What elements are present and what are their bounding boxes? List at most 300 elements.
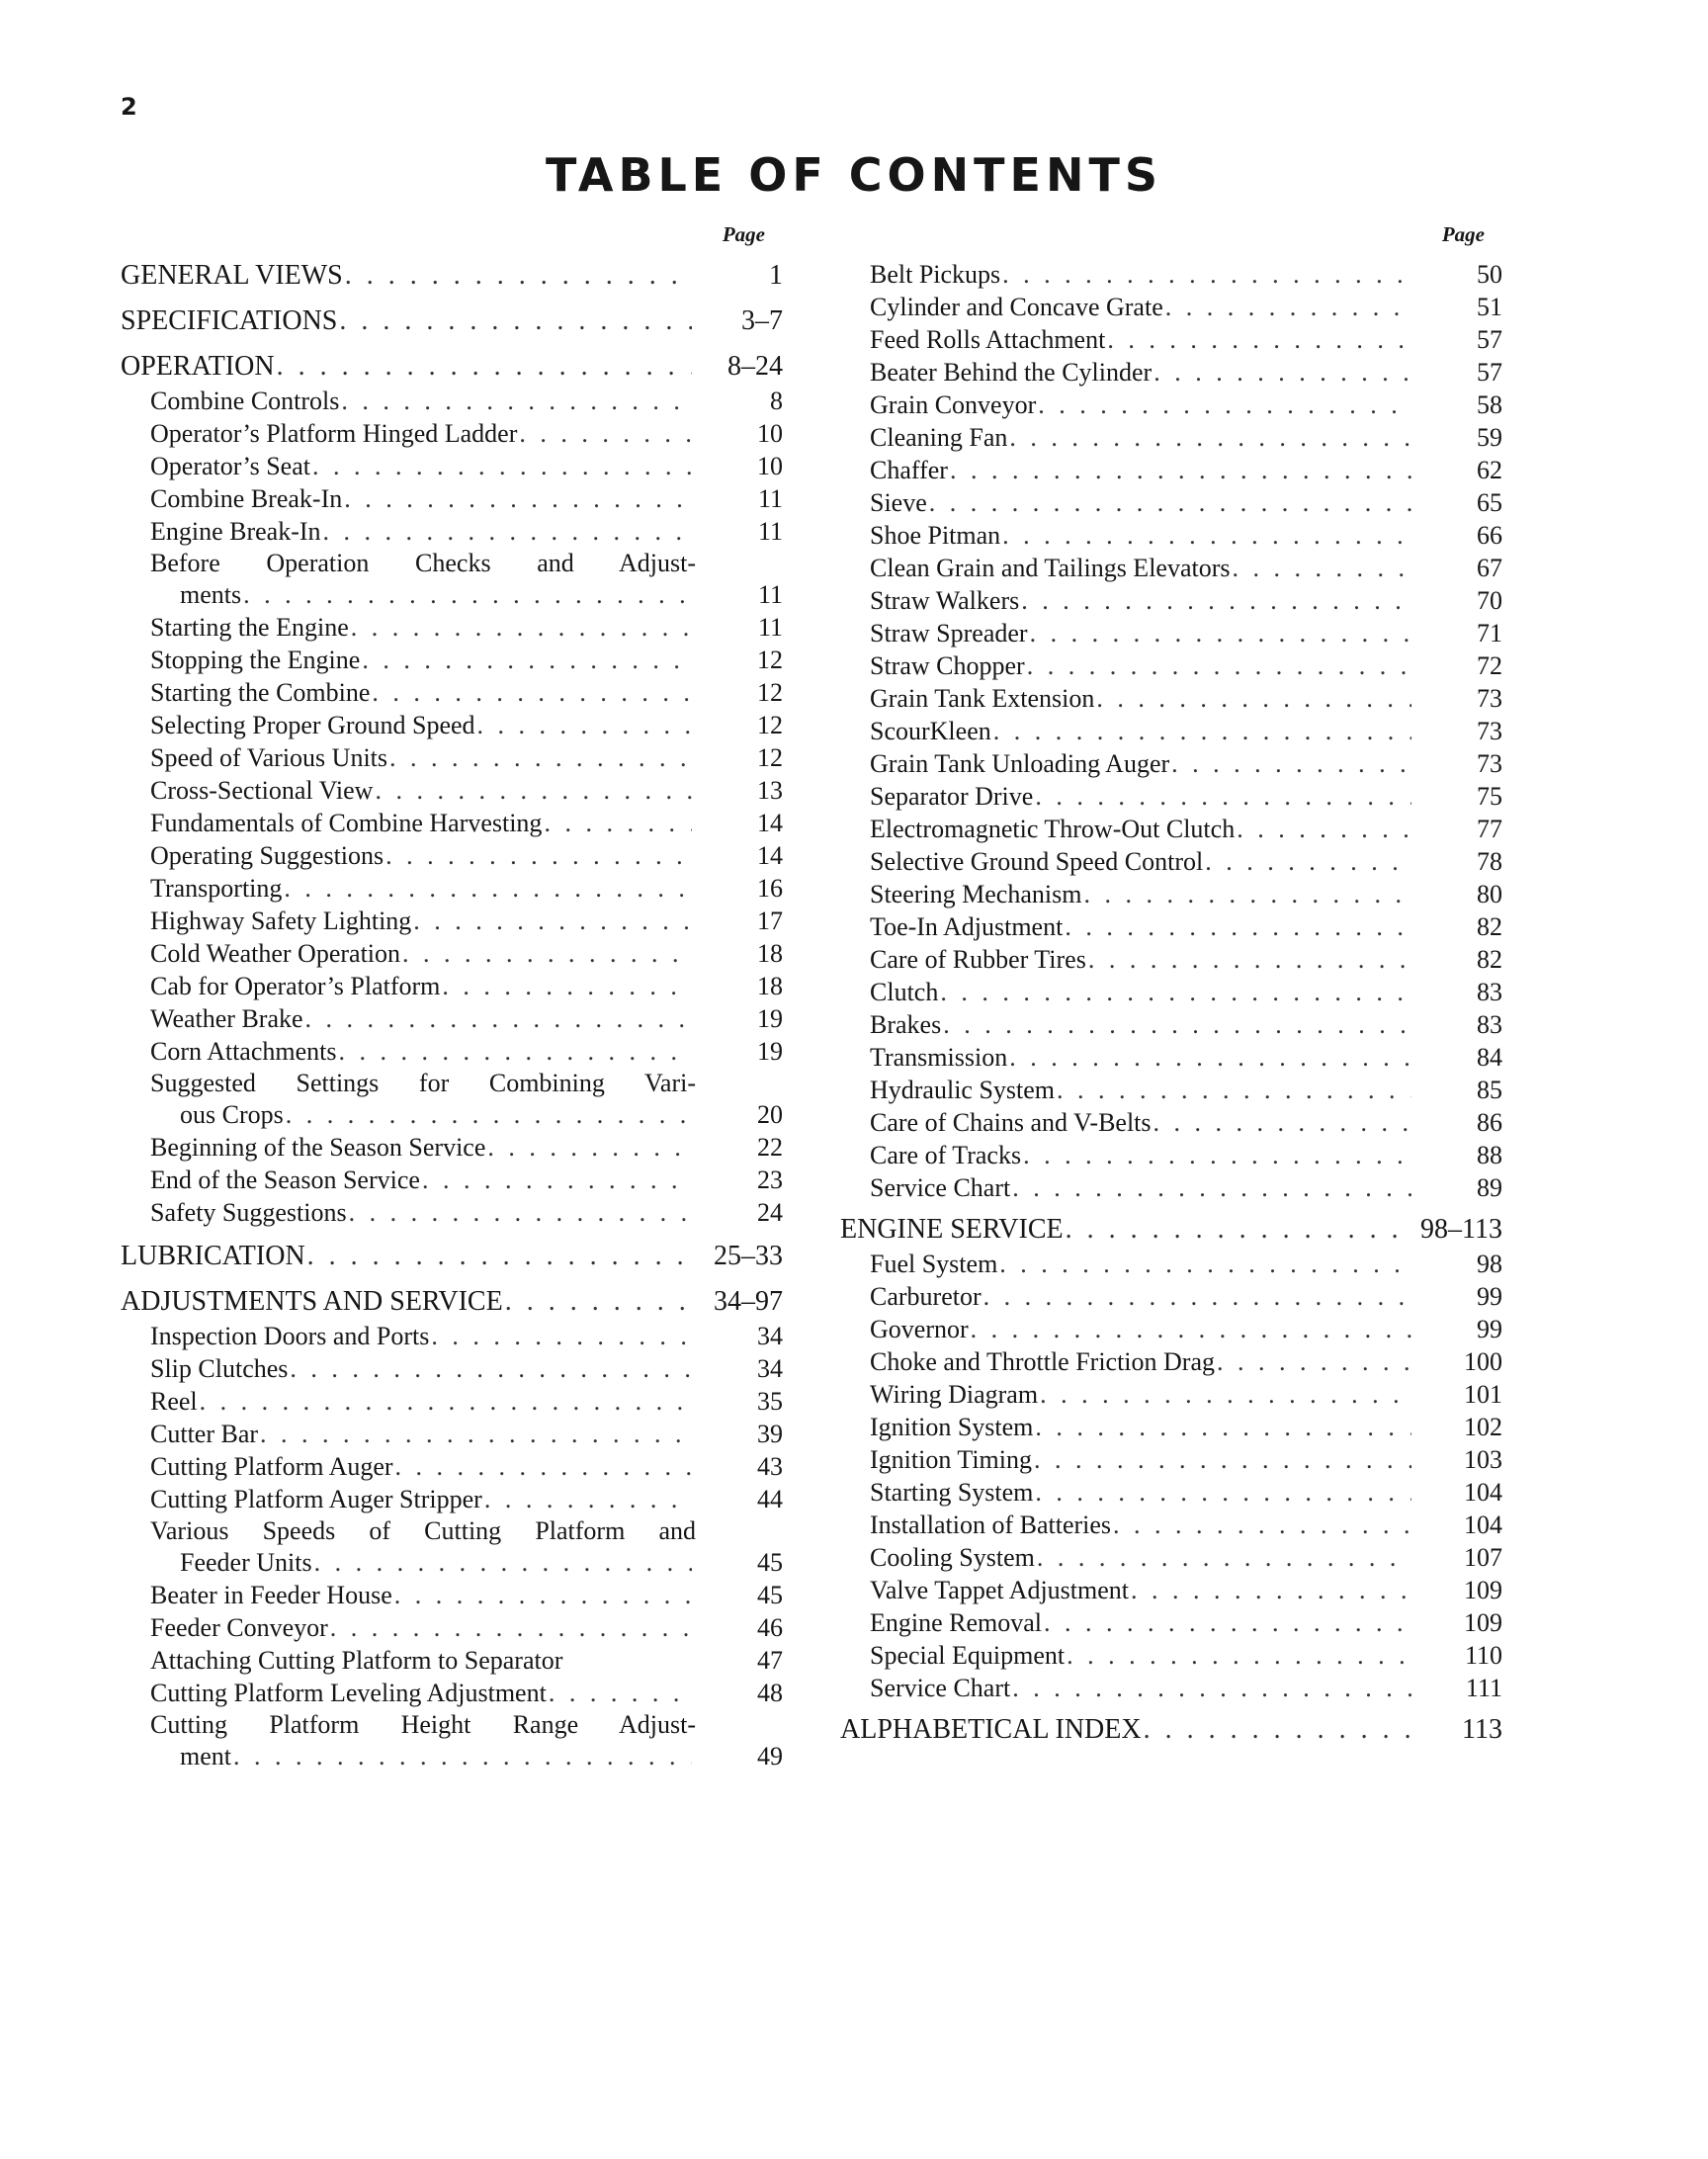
toc-page-number: 25–33 bbox=[714, 1241, 783, 1271]
toc-entry-label: Service Chart bbox=[870, 1674, 1011, 1702]
toc-entry bbox=[840, 1378, 1502, 1411]
dot-leader bbox=[1012, 1672, 1411, 1704]
toc-section bbox=[121, 349, 783, 385]
toc-page-number: 19 bbox=[757, 1004, 783, 1033]
dot-leader bbox=[1002, 519, 1411, 552]
toc-entry-label-wrap bbox=[840, 617, 1415, 649]
dot-leader bbox=[1233, 552, 1412, 584]
dot-leader bbox=[277, 349, 692, 385]
toc-entry-label-wrap bbox=[121, 1002, 696, 1035]
toc-page-number: 82 bbox=[1477, 945, 1502, 974]
toc-entry-label-wrap bbox=[121, 1677, 696, 1709]
toc-entry-label: Cooling System bbox=[870, 1543, 1035, 1572]
toc-entry-label-wrap bbox=[840, 943, 1415, 976]
toc-page-number: 73 bbox=[1477, 749, 1502, 778]
toc-entry-label-wrap bbox=[840, 813, 1415, 845]
dot-leader bbox=[200, 1385, 692, 1418]
toc-entry-label-wrap bbox=[840, 1280, 1415, 1313]
toc-entry-label-wrap bbox=[840, 1606, 1415, 1639]
dot-leader bbox=[345, 258, 692, 294]
toc-page-number: 73 bbox=[1477, 717, 1502, 745]
toc-entry-label: Separator Drive bbox=[870, 782, 1034, 811]
dot-leader bbox=[395, 1450, 692, 1483]
toc-entry-label-wrap bbox=[840, 258, 1415, 291]
dot-leader bbox=[1038, 389, 1411, 421]
toc-entry-label-wrap bbox=[840, 747, 1415, 780]
toc-entry-label-wrap bbox=[840, 1171, 1415, 1204]
dot-leader bbox=[993, 715, 1411, 747]
dot-leader bbox=[375, 774, 692, 807]
toc-entry-label-wrap bbox=[840, 1248, 1415, 1280]
toc-entry-label: Care of Rubber Tires bbox=[870, 945, 1086, 974]
dot-leader bbox=[1153, 356, 1411, 389]
toc-entry bbox=[840, 1313, 1502, 1345]
toc-page-number: 12 bbox=[757, 646, 783, 674]
toc-page-number: 59 bbox=[1477, 423, 1502, 452]
toc-entry bbox=[840, 421, 1502, 454]
toc-entry-label-wrap bbox=[840, 1139, 1415, 1171]
toc-entry bbox=[840, 878, 1502, 910]
toc-entry-label: Special Equipment bbox=[870, 1641, 1066, 1670]
toc-entry-label: Transporting bbox=[150, 874, 283, 903]
dot-leader bbox=[349, 1196, 692, 1229]
toc-entry bbox=[840, 910, 1502, 943]
toc-entry bbox=[121, 482, 783, 515]
dot-leader bbox=[442, 970, 692, 1002]
toc-page-number: 101 bbox=[1464, 1380, 1502, 1409]
toc-entry-label: Wiring Diagram bbox=[870, 1380, 1039, 1409]
toc-page-number: 84 bbox=[1477, 1043, 1502, 1072]
toc-entry-label: Choke and Throttle Friction Drag bbox=[870, 1347, 1216, 1376]
dot-leader bbox=[307, 1239, 692, 1274]
toc-entry-label-wrap bbox=[840, 323, 1415, 356]
toc-section bbox=[840, 1212, 1502, 1248]
toc-entry-label-wrap bbox=[840, 649, 1415, 682]
toc-entry-label: Cutting Platform Height Range Adjust- bbox=[150, 1710, 696, 1739]
toc-entry-label: End of the Season Service bbox=[150, 1166, 420, 1194]
toc-page-number: 98–113 bbox=[1420, 1214, 1502, 1245]
toc-entry bbox=[121, 1352, 783, 1385]
toc-entry-label: Highway Safety Lighting bbox=[150, 907, 412, 935]
toc-entry-label-wrap bbox=[121, 1741, 696, 1772]
toc-page-number: 75 bbox=[1477, 782, 1502, 811]
toc-entry-label-wrap bbox=[121, 417, 696, 450]
dot-leader bbox=[1002, 258, 1411, 291]
toc-entry-label-wrap bbox=[121, 905, 696, 937]
toc-entry-label-wrap bbox=[840, 1574, 1415, 1606]
dot-leader bbox=[260, 1418, 692, 1450]
toc-entry bbox=[840, 976, 1502, 1008]
toc-page-number: 10 bbox=[757, 452, 783, 480]
toc-page-number: 8–24 bbox=[727, 351, 783, 382]
toc-entry bbox=[121, 741, 783, 774]
toc-page-number: 39 bbox=[757, 1420, 783, 1448]
toc-page-number: 88 bbox=[1477, 1141, 1502, 1169]
toc-page-number: 110 bbox=[1464, 1641, 1502, 1670]
toc-entry bbox=[840, 258, 1502, 291]
toc-entry-label-wrap bbox=[121, 1547, 696, 1579]
toc-entry-label-wrap bbox=[121, 1131, 696, 1164]
toc-entry bbox=[840, 943, 1502, 976]
toc-entry-label: Toe-In Adjustment bbox=[870, 912, 1064, 941]
toc-entry-label: Cold Weather Operation bbox=[150, 939, 401, 968]
dot-leader bbox=[929, 486, 1411, 519]
toc-entry bbox=[840, 323, 1502, 356]
toc-entry-label-wrap bbox=[121, 1385, 696, 1418]
toc-entry bbox=[840, 780, 1502, 813]
dot-leader bbox=[362, 644, 692, 676]
toc-entry bbox=[121, 1579, 783, 1611]
toc-entry bbox=[840, 1139, 1502, 1171]
toc-page-number: 99 bbox=[1477, 1315, 1502, 1343]
toc-entry-label-wrap bbox=[121, 515, 696, 548]
toc-entry-label-wrap bbox=[121, 258, 696, 294]
dot-leader bbox=[305, 1002, 692, 1035]
toc-entry bbox=[121, 839, 783, 872]
toc-entry-label-wrap bbox=[121, 1196, 696, 1229]
toc-page-number: 14 bbox=[757, 841, 783, 870]
toc-entry-label: Electromagnetic Throw-Out Clutch bbox=[870, 815, 1236, 843]
toc-entry-label: Carburetor bbox=[870, 1282, 982, 1311]
dot-leader bbox=[1034, 1443, 1411, 1476]
dot-leader bbox=[394, 1579, 692, 1611]
toc-page-number: 19 bbox=[757, 1037, 783, 1066]
toc-entry-continuation bbox=[121, 1741, 783, 1772]
dot-leader bbox=[940, 976, 1411, 1008]
toc-entry bbox=[840, 1280, 1502, 1313]
toc-entry bbox=[840, 1443, 1502, 1476]
toc-page-number: 48 bbox=[757, 1679, 783, 1707]
toc-page-number: 17 bbox=[757, 907, 783, 935]
dot-leader bbox=[1027, 649, 1411, 682]
toc-entry-label: Selecting Proper Ground Speed bbox=[150, 711, 475, 739]
toc-entry-label: Operating Suggestions bbox=[150, 841, 384, 870]
toc-entry-label-wrap bbox=[840, 1672, 1415, 1704]
toc-entry-label-wrap bbox=[840, 1476, 1415, 1509]
toc-entry-label-wrap bbox=[121, 1418, 696, 1450]
dot-leader bbox=[389, 741, 692, 774]
toc-entry-label-wrap bbox=[840, 1443, 1415, 1476]
toc-page-number: 85 bbox=[1477, 1076, 1502, 1104]
toc-entry bbox=[840, 519, 1502, 552]
toc-entry bbox=[840, 356, 1502, 389]
dot-leader bbox=[1035, 1411, 1411, 1443]
toc-entry bbox=[840, 715, 1502, 747]
toc-section bbox=[121, 1239, 783, 1274]
toc-page-number: 11 bbox=[757, 580, 783, 609]
toc-entry-label: Beginning of the Season Service bbox=[150, 1133, 486, 1162]
toc-entry-label-wrap bbox=[840, 519, 1415, 552]
toc-entry-label-wrap bbox=[121, 970, 696, 1002]
dot-leader bbox=[1144, 1712, 1411, 1748]
page-number: 2 bbox=[121, 93, 137, 121]
toc-page-number: 11 bbox=[757, 613, 783, 642]
toc-entry-label-wrap bbox=[840, 910, 1415, 943]
toc-entry-label-wrap bbox=[121, 1644, 696, 1677]
toc-entry-label: Engine Break-In bbox=[150, 517, 321, 546]
toc-page-number: 23 bbox=[757, 1166, 783, 1194]
toc-entry-label: Suggested Settings for Combining Vari- bbox=[150, 1069, 696, 1097]
dot-leader bbox=[487, 1131, 692, 1164]
dot-leader bbox=[1012, 1171, 1411, 1204]
page-column-header: Page bbox=[1441, 222, 1485, 246]
toc-entry bbox=[121, 1515, 783, 1579]
toc-entry bbox=[840, 747, 1502, 780]
dot-leader bbox=[351, 611, 692, 644]
toc-page-number: 65 bbox=[1477, 488, 1502, 517]
toc-page-number: 113 bbox=[1462, 1714, 1502, 1745]
toc-entry-label: Before Operation Checks and Adjust- bbox=[150, 549, 696, 577]
dot-leader bbox=[1205, 845, 1411, 878]
toc-page-number: 20 bbox=[757, 1100, 783, 1129]
toc-entry-continuation bbox=[121, 579, 783, 611]
toc-entry-label-cont: ments bbox=[180, 580, 242, 609]
toc-entry-label-wrap bbox=[121, 1164, 696, 1196]
toc-page-number: 104 bbox=[1464, 1478, 1502, 1507]
toc-entry-label-wrap bbox=[121, 937, 696, 970]
toc-entry-label-wrap bbox=[121, 482, 696, 515]
dot-leader bbox=[1030, 617, 1411, 649]
toc-entry-label-wrap bbox=[121, 1352, 696, 1385]
dot-leader bbox=[1044, 1606, 1411, 1639]
dot-leader bbox=[477, 709, 692, 741]
toc-page-number: 34–97 bbox=[714, 1286, 783, 1317]
toc-entry-label-wrap bbox=[840, 486, 1415, 519]
toc-entry-label-wrap bbox=[840, 1313, 1415, 1345]
toc-entry bbox=[840, 845, 1502, 878]
toc-page-number: 71 bbox=[1477, 619, 1502, 648]
toc-entry-label: Straw Chopper bbox=[870, 651, 1025, 680]
toc-entries-right bbox=[840, 258, 1502, 1748]
dot-leader bbox=[1083, 878, 1411, 910]
toc-page-number: 22 bbox=[757, 1133, 783, 1162]
toc-entry bbox=[121, 709, 783, 741]
toc-entry bbox=[121, 515, 783, 548]
toc-entry-label: Combine Break-In bbox=[150, 484, 343, 513]
dot-leader bbox=[286, 1099, 692, 1131]
toc-entry bbox=[840, 1606, 1502, 1639]
toc-page-number: 47 bbox=[757, 1646, 783, 1675]
toc-entry-label-wrap bbox=[121, 644, 696, 676]
dot-leader bbox=[243, 579, 692, 611]
toc-entry-label: Cutter Bar bbox=[150, 1420, 259, 1448]
toc-page-number: 24 bbox=[757, 1198, 783, 1227]
toc-entry-label: Steering Mechanism bbox=[870, 880, 1082, 908]
toc-page-number: 10 bbox=[757, 419, 783, 448]
toc-entry-label-wrap bbox=[840, 356, 1415, 389]
toc-entry-label: Grain Tank Extension bbox=[870, 684, 1095, 713]
toc-entry-label: Belt Pickups bbox=[870, 260, 1001, 289]
toc-entry-label-wrap bbox=[121, 676, 696, 709]
toc-entry bbox=[121, 1611, 783, 1644]
toc-page-number: 34 bbox=[757, 1322, 783, 1350]
toc-page-number: 58 bbox=[1477, 390, 1502, 419]
toc-page-number: 45 bbox=[757, 1548, 783, 1577]
toc-entry bbox=[121, 450, 783, 482]
dot-leader bbox=[422, 1164, 692, 1196]
toc-entry bbox=[840, 1074, 1502, 1106]
toc-page-number: 72 bbox=[1477, 651, 1502, 680]
dot-leader bbox=[402, 937, 692, 970]
toc-entry-label: Cutting Platform Auger bbox=[150, 1452, 393, 1481]
dot-leader bbox=[1035, 1476, 1411, 1509]
toc-entry-label: Inspection Doors and Ports bbox=[150, 1322, 430, 1350]
toc-entry bbox=[840, 1639, 1502, 1672]
dot-leader bbox=[1165, 291, 1411, 323]
dot-leader bbox=[431, 1320, 692, 1352]
toc-entry-label-wrap bbox=[840, 1212, 1415, 1248]
toc-page-number: 14 bbox=[757, 809, 783, 837]
toc-entry-label-wrap bbox=[840, 389, 1415, 421]
toc-entry bbox=[121, 1320, 783, 1352]
toc-entry bbox=[121, 1644, 783, 1677]
toc-entry bbox=[121, 611, 783, 644]
dot-leader bbox=[971, 1313, 1411, 1345]
toc-page-number: 11 bbox=[757, 484, 783, 513]
toc-entry bbox=[840, 1476, 1502, 1509]
toc-entry-label-wrap bbox=[840, 1345, 1415, 1378]
toc-entry-label-wrap bbox=[121, 1483, 696, 1515]
dot-leader bbox=[330, 1611, 692, 1644]
toc-entry-label: Cutting Platform Leveling Adjustment bbox=[150, 1679, 547, 1707]
toc-entry-label-wrap bbox=[840, 1074, 1415, 1106]
toc-entry-label-wrap bbox=[840, 682, 1415, 715]
toc-entry-label: Cylinder and Concave Grate bbox=[870, 293, 1163, 321]
toc-entry bbox=[121, 644, 783, 676]
toc-entry-label-wrap bbox=[840, 1411, 1415, 1443]
toc-section bbox=[121, 1284, 783, 1320]
toc-page-number: 73 bbox=[1477, 684, 1502, 713]
toc-entry-label-wrap bbox=[840, 878, 1415, 910]
toc-entry-label: Straw Spreader bbox=[870, 619, 1028, 648]
toc-entry-label: Fundamentals of Combine Harvesting bbox=[150, 809, 543, 837]
toc-page-number: 109 bbox=[1464, 1608, 1502, 1637]
toc-entry-label: Hydraulic System bbox=[870, 1076, 1056, 1104]
toc-page-number: 86 bbox=[1477, 1108, 1502, 1137]
toc-entry-label-wrap bbox=[840, 584, 1415, 617]
toc-section bbox=[121, 303, 783, 339]
toc-entry bbox=[840, 1411, 1502, 1443]
toc-entry-label: Grain Tank Unloading Auger bbox=[870, 749, 1170, 778]
toc-entry-label: Slip Clutches bbox=[150, 1354, 289, 1383]
toc-page-number: 44 bbox=[757, 1485, 783, 1513]
toc-entry-label: Straw Walkers bbox=[870, 586, 1020, 615]
toc-page-number: 11 bbox=[757, 517, 783, 546]
toc-entry bbox=[121, 1131, 783, 1164]
toc-page-number: 82 bbox=[1477, 912, 1502, 941]
toc-entry-label: Stopping the Engine bbox=[150, 646, 361, 674]
toc-entry-label: Selective Ground Speed Control bbox=[870, 847, 1204, 876]
toc-entry bbox=[121, 676, 783, 709]
toc-page-number: 49 bbox=[757, 1742, 783, 1770]
toc-page-number: 78 bbox=[1477, 847, 1502, 876]
toc-entry-label-wrap bbox=[840, 1041, 1415, 1074]
toc-entry bbox=[840, 617, 1502, 649]
toc-entry-label: Chaffer bbox=[870, 456, 948, 484]
toc-section-label: ENGINE SERVICE bbox=[840, 1214, 1064, 1245]
toc-entry-label-wrap bbox=[121, 385, 696, 417]
toc-page-number: 98 bbox=[1477, 1250, 1502, 1278]
toc-entry bbox=[121, 1418, 783, 1450]
toc-entry-label: Clean Grain and Tailings Elevators bbox=[870, 554, 1231, 582]
toc-page-number: 13 bbox=[757, 776, 783, 805]
toc-entry-label: Governor bbox=[870, 1315, 969, 1343]
toc-entry-label-wrap bbox=[840, 780, 1415, 813]
toc-page-number: 66 bbox=[1477, 521, 1502, 550]
toc-entry-label-wrap bbox=[840, 1639, 1415, 1672]
dot-leader bbox=[341, 385, 692, 417]
toc-entry bbox=[840, 813, 1502, 845]
toc-entry-label: Care of Chains and V-Belts bbox=[870, 1108, 1152, 1137]
dot-leader bbox=[505, 1284, 692, 1320]
toc-entry-label-wrap bbox=[121, 1099, 696, 1131]
toc-entry bbox=[840, 552, 1502, 584]
dot-leader bbox=[1217, 1345, 1411, 1378]
dot-leader bbox=[339, 303, 692, 339]
toc-entry bbox=[840, 1672, 1502, 1704]
toc-section bbox=[840, 1712, 1502, 1748]
toc-entry bbox=[121, 1450, 783, 1483]
toc-entry-label: Combine Controls bbox=[150, 387, 340, 415]
dot-leader bbox=[385, 839, 692, 872]
toc-page-number: 104 bbox=[1464, 1511, 1502, 1539]
toc-entry bbox=[121, 417, 783, 450]
toc-page-number: 43 bbox=[757, 1452, 783, 1481]
dot-leader bbox=[372, 676, 692, 709]
dot-leader bbox=[284, 872, 692, 905]
dot-leader bbox=[1067, 1639, 1411, 1672]
dot-leader bbox=[1131, 1574, 1411, 1606]
toc-entry bbox=[840, 682, 1502, 715]
dot-leader bbox=[413, 905, 692, 937]
toc-entry-label: Feeder Conveyor bbox=[150, 1613, 328, 1642]
toc-entry-label: Various Speeds of Cutting Platform and bbox=[150, 1516, 696, 1545]
toc-page-number: 109 bbox=[1464, 1576, 1502, 1604]
toc-entry-label-wrap bbox=[840, 421, 1415, 454]
toc-entry bbox=[840, 1345, 1502, 1378]
toc-entry bbox=[840, 389, 1502, 421]
toc-entry-label: Attaching Cutting Platform to Separator bbox=[150, 1646, 563, 1675]
toc-entry bbox=[121, 1035, 783, 1068]
toc-page-number: 57 bbox=[1477, 325, 1502, 354]
toc-entry-label: Operator’s Platform Hinged Ladder bbox=[150, 419, 518, 448]
dot-leader bbox=[1009, 1041, 1411, 1074]
toc-right-column bbox=[840, 222, 1502, 1748]
toc-entry-label: Fuel System bbox=[870, 1250, 998, 1278]
toc-entry bbox=[840, 1041, 1502, 1074]
toc-left-column bbox=[121, 222, 783, 1772]
toc-entry-label-wrap bbox=[840, 1378, 1415, 1411]
dot-leader bbox=[314, 1547, 692, 1579]
toc-entry-label-wrap bbox=[121, 1239, 696, 1274]
toc-entry bbox=[121, 905, 783, 937]
toc-page-number: 1 bbox=[769, 260, 783, 291]
toc-entry bbox=[840, 1248, 1502, 1280]
toc-entry-label-wrap bbox=[840, 1509, 1415, 1541]
page-title: TABLE OF CONTENTS bbox=[546, 148, 1162, 202]
toc-entry-label-wrap bbox=[121, 807, 696, 839]
toc-entry-label: Beater Behind the Cylinder bbox=[870, 358, 1153, 387]
toc-page-number: 45 bbox=[757, 1581, 783, 1609]
toc-entry-label: Cutting Platform Auger Stripper bbox=[150, 1485, 482, 1513]
toc-entries-left bbox=[121, 258, 783, 1772]
toc-entry-label: Starting System bbox=[870, 1478, 1034, 1507]
dot-leader bbox=[1035, 780, 1411, 813]
toc-entry-label: Service Chart bbox=[870, 1173, 1011, 1202]
toc-entry bbox=[121, 385, 783, 417]
dot-leader bbox=[983, 1280, 1411, 1313]
toc-page-number: 57 bbox=[1477, 358, 1502, 387]
